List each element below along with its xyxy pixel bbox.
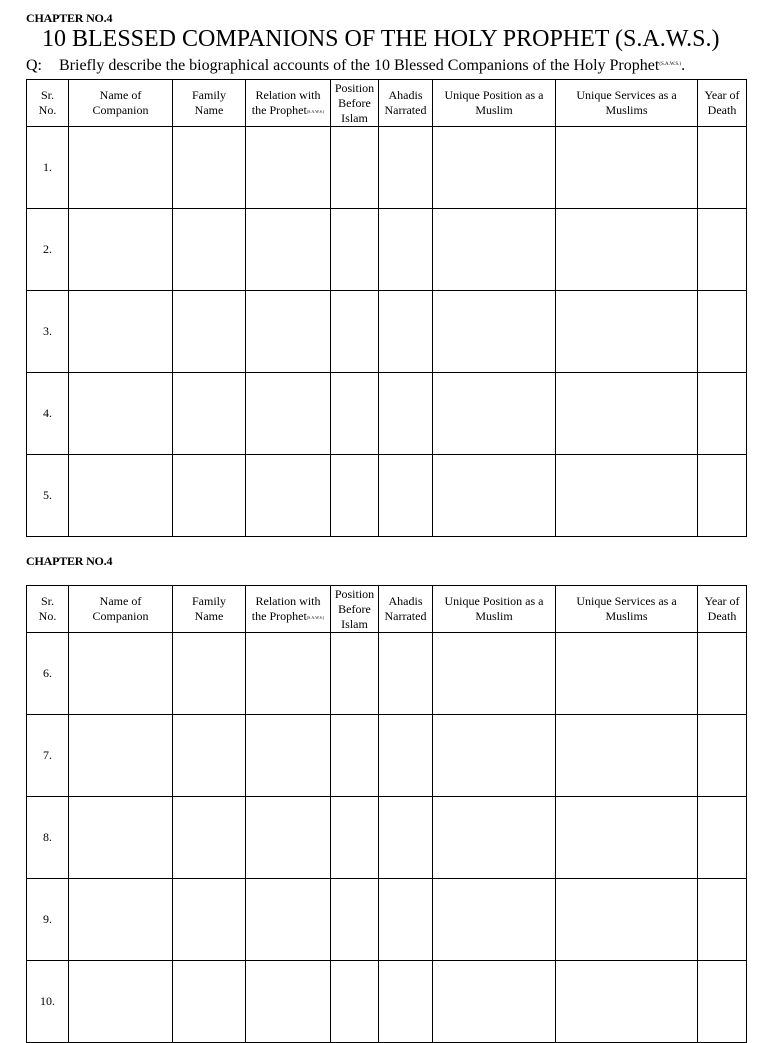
table-header-row [27, 80, 747, 127]
unique-services-cell[interactable] [556, 209, 698, 291]
position-before-islam-cell[interactable] [331, 879, 379, 961]
ahadis-narrated-cell[interactable] [379, 961, 433, 1043]
family-name-cell[interactable] [173, 879, 246, 961]
family-name-cell[interactable] [173, 715, 246, 797]
family-name-cell[interactable] [173, 455, 246, 537]
unique-services-cell[interactable] [556, 127, 698, 209]
header-unique-services: Unique Services as a Muslims [556, 586, 698, 633]
header-year-of-death: Year of Death [698, 80, 747, 127]
name-of-companion-cell[interactable] [69, 455, 173, 537]
year-of-death-cell[interactable] [698, 291, 747, 373]
header-unique-position: Unique Position as a Muslim [433, 586, 556, 633]
unique-services-cell[interactable] [556, 879, 698, 961]
header-year-of-death: Year of Death [698, 586, 747, 633]
relation-cell[interactable] [246, 715, 331, 797]
table-row [27, 797, 747, 879]
relation-cell[interactable] [246, 455, 331, 537]
header-name-of-companion: Name of Companion [69, 80, 173, 127]
header-relation-with-prophet: Relation with the Prophet(S.A.W.S.) [246, 586, 331, 633]
table-row [27, 879, 747, 961]
row-serial-number: 2. [27, 209, 69, 291]
name-of-companion-cell[interactable] [69, 209, 173, 291]
year-of-death-cell[interactable] [698, 879, 747, 961]
ahadis-narrated-cell[interactable] [379, 715, 433, 797]
name-of-companion-cell[interactable] [69, 127, 173, 209]
year-of-death-cell[interactable] [698, 373, 747, 455]
year-of-death-cell[interactable] [698, 127, 747, 209]
relation-cell[interactable] [246, 127, 331, 209]
row-serial-number: 7. [27, 715, 69, 797]
row-serial-number: 1. [27, 127, 69, 209]
unique-services-cell[interactable] [556, 797, 698, 879]
position-before-islam-cell[interactable] [331, 633, 379, 715]
header-unique-services: Unique Services as a Muslims [556, 80, 698, 127]
table-row [27, 455, 747, 537]
table-row [27, 715, 747, 797]
family-name-cell[interactable] [173, 373, 246, 455]
header-ahadis-narrated: Ahadis Narrated [379, 80, 433, 127]
header-position-before-islam: Position Before Islam [331, 586, 379, 633]
header-name-of-companion: Name of Companion [69, 586, 173, 633]
table-row [27, 961, 747, 1043]
unique-position-cell[interactable] [433, 373, 556, 455]
relation-cell[interactable] [246, 961, 331, 1043]
unique-position-cell[interactable] [433, 715, 556, 797]
chapter-heading-2: CHAPTER NO.4 [26, 554, 113, 568]
name-of-companion-cell[interactable] [69, 291, 173, 373]
header-family-name: Family Name [173, 80, 246, 127]
name-of-companion-cell[interactable] [69, 797, 173, 879]
question-period: . [681, 57, 686, 74]
name-of-companion-cell[interactable] [69, 961, 173, 1043]
header-unique-position: Unique Position as a Muslim [433, 80, 556, 127]
year-of-death-cell[interactable] [698, 633, 747, 715]
year-of-death-cell[interactable] [698, 961, 747, 1043]
table-body-1 [27, 127, 747, 537]
table-row [27, 291, 747, 373]
question-superscript: (S.A.W.S.) [659, 62, 682, 67]
unique-position-cell[interactable] [433, 797, 556, 879]
unique-position-cell[interactable] [433, 961, 556, 1043]
position-before-islam-cell[interactable] [331, 715, 379, 797]
companions-table-2 [26, 585, 747, 1043]
unique-position-cell[interactable] [433, 879, 556, 961]
relation-cell[interactable] [246, 879, 331, 961]
question-label: Q: [26, 57, 42, 74]
row-serial-number: 6. [27, 633, 69, 715]
position-before-islam-cell[interactable] [331, 291, 379, 373]
position-before-islam-cell[interactable] [331, 127, 379, 209]
position-before-islam-cell[interactable] [331, 209, 379, 291]
year-of-death-cell[interactable] [698, 797, 747, 879]
unique-position-cell[interactable] [433, 127, 556, 209]
ahadis-narrated-cell[interactable] [379, 373, 433, 455]
row-serial-number: 5. [27, 455, 69, 537]
question-text: Briefly describe the biographical accounts of the 10 Blessed Companions of the Holy Prophet [59, 57, 660, 74]
header-sr-no: Sr. No. [27, 80, 69, 127]
unique-position-cell[interactable] [433, 209, 556, 291]
relation-cell[interactable] [246, 209, 331, 291]
name-of-companion-cell[interactable] [69, 373, 173, 455]
chapter-heading: CHAPTER NO.4 [26, 11, 113, 25]
page-title: 10 BLESSED COMPANIONS OF THE HOLY PROPHET (S.A.W.S.) [42, 26, 720, 52]
row-serial-number: 3. [27, 291, 69, 373]
position-before-islam-cell[interactable] [331, 455, 379, 537]
family-name-cell[interactable] [173, 291, 246, 373]
family-name-cell[interactable] [173, 127, 246, 209]
table-row [27, 633, 747, 715]
ahadis-narrated-cell[interactable] [379, 797, 433, 879]
table-row [27, 127, 747, 209]
row-serial-number: 8. [27, 797, 69, 879]
table-row [27, 373, 747, 455]
relation-cell[interactable] [246, 633, 331, 715]
family-name-cell[interactable] [173, 633, 246, 715]
position-before-islam-cell[interactable] [331, 797, 379, 879]
ahadis-narrated-cell[interactable] [379, 879, 433, 961]
unique-services-cell[interactable] [556, 961, 698, 1043]
row-serial-number: 9. [27, 879, 69, 961]
name-of-companion-cell[interactable] [69, 879, 173, 961]
family-name-cell[interactable] [173, 797, 246, 879]
row-serial-number: 10. [27, 961, 69, 1043]
year-of-death-cell[interactable] [698, 209, 747, 291]
companions-table-1 [26, 79, 747, 537]
unique-position-cell[interactable] [433, 291, 556, 373]
relation-cell[interactable] [246, 373, 331, 455]
relation-cell[interactable] [246, 291, 331, 373]
ahadis-narrated-cell[interactable] [379, 127, 433, 209]
row-serial-number: 4. [27, 373, 69, 455]
year-of-death-cell[interactable] [698, 455, 747, 537]
table-header-row [27, 586, 747, 633]
ahadis-narrated-cell[interactable] [379, 633, 433, 715]
relation-cell[interactable] [246, 797, 331, 879]
ahadis-narrated-cell[interactable] [379, 291, 433, 373]
position-before-islam-cell[interactable] [331, 961, 379, 1043]
unique-position-cell[interactable] [433, 633, 556, 715]
unique-position-cell[interactable] [433, 455, 556, 537]
unique-services-cell[interactable] [556, 373, 698, 455]
header-sr-no: Sr. No. [27, 586, 69, 633]
header-relation-with-prophet: Relation with the Prophet(S.A.W.S.) [246, 80, 331, 127]
header-ahadis-narrated: Ahadis Narrated [379, 586, 433, 633]
year-of-death-cell[interactable] [698, 715, 747, 797]
unique-services-cell[interactable] [556, 715, 698, 797]
question-line [26, 57, 685, 75]
header-position-before-islam: Position Before Islam [331, 80, 379, 127]
ahadis-narrated-cell[interactable] [379, 455, 433, 537]
family-name-cell[interactable] [173, 209, 246, 291]
table-body-2 [27, 633, 747, 1043]
unique-services-cell[interactable] [556, 455, 698, 537]
family-name-cell[interactable] [173, 961, 246, 1043]
name-of-companion-cell[interactable] [69, 633, 173, 715]
name-of-companion-cell[interactable] [69, 715, 173, 797]
header-family-name: Family Name [173, 586, 246, 633]
table-row [27, 209, 747, 291]
unique-services-cell[interactable] [556, 633, 698, 715]
unique-services-cell[interactable] [556, 291, 698, 373]
position-before-islam-cell[interactable] [331, 373, 379, 455]
ahadis-narrated-cell[interactable] [379, 209, 433, 291]
